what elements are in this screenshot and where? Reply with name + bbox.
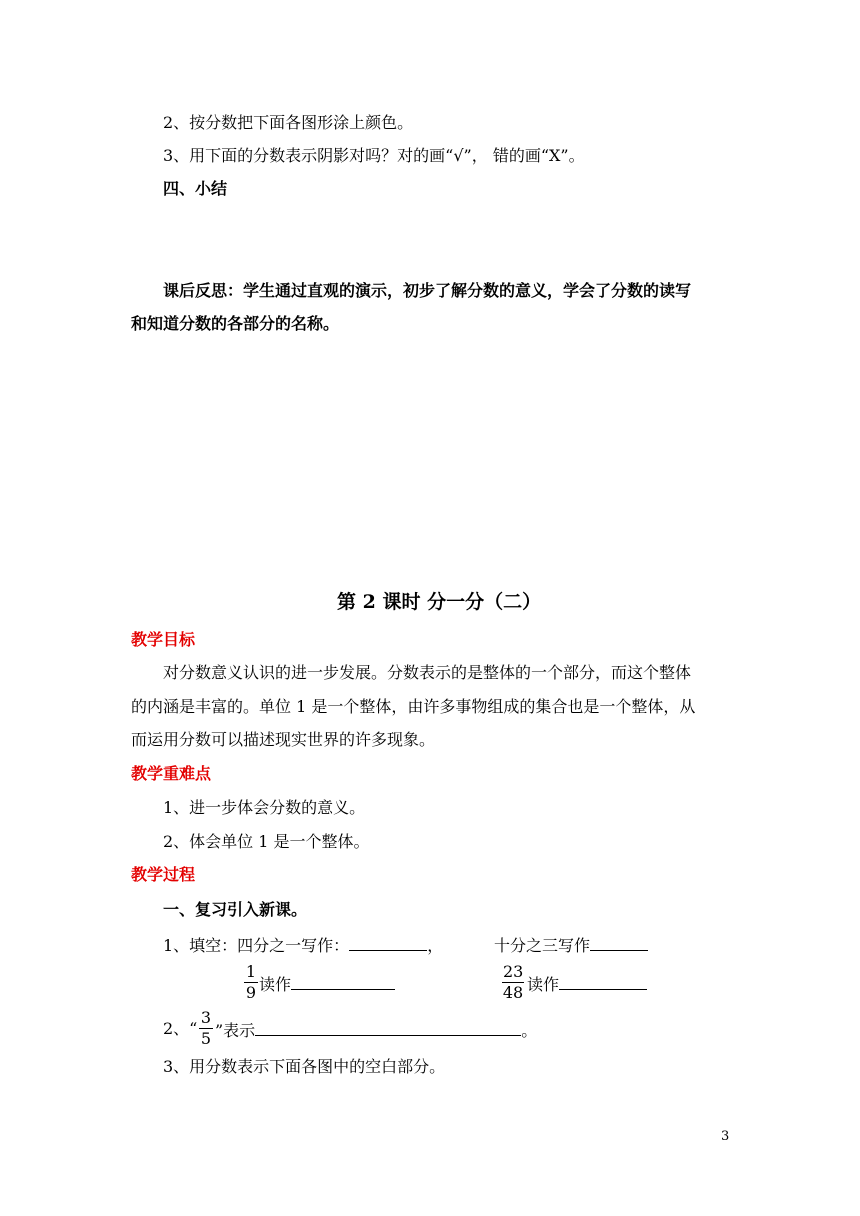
section-summary-heading: 四、小结: [163, 179, 228, 198]
goals-line-1: 对分数意义认识的进一步发展。分数表示的是整体的一个部分，而这个整体: [163, 663, 692, 682]
page-number: 3: [721, 1129, 730, 1144]
read-as-label-2: 读作: [527, 975, 560, 994]
read-as-label-1: 读作: [259, 975, 292, 994]
goals-line-2: 的内涵是丰富的。单位 1 是一个整体，由许多事物组成的集合也是一个整体，从: [131, 697, 696, 716]
blank-quarter[interactable]: [349, 932, 427, 951]
q2-mid: ”表示: [215, 1021, 256, 1040]
q2-meaning-row: [215, 1017, 537, 1043]
q2-prefix: 2、“: [163, 1019, 198, 1038]
blank-read-one-ninth[interactable]: [291, 971, 395, 990]
key-point-1: 1、进一步体会分数的意义。: [163, 798, 366, 817]
blank-read-23-48[interactable]: [559, 971, 647, 990]
goals-line-3: 而运用分数可以描述现实世界的许多现象。: [131, 730, 436, 749]
process-heading: 教学过程: [131, 865, 196, 884]
item-check-shading: 3、用下面的分数表示阴影对吗？对的画“√”， 错的画“X”。: [163, 146, 585, 165]
fill-in-tenths: [494, 932, 648, 958]
key-point-2: 2、体会单位 1 是一个整体。: [163, 832, 370, 851]
fraction-23-48: $\frac{23}{48}$: [502, 962, 524, 1002]
review-heading: 一、复习引入新课。: [163, 900, 308, 919]
blank-three-fifths-meaning[interactable]: [255, 1017, 521, 1036]
key-points-heading: 教学重难点: [131, 764, 212, 783]
fraction-three-fifths: $\frac{3}{5}$: [200, 1008, 212, 1048]
fraction-one-ninth: $\frac{1}{9}$: [245, 962, 257, 1002]
lesson-title: 第 2 课时 分一分（二）: [337, 591, 542, 613]
read-as-row-2: [527, 971, 647, 997]
fill-comma: ，: [427, 936, 444, 955]
read-as-row-1: [259, 971, 395, 997]
q2-end: 。: [521, 1021, 538, 1040]
reflection-line-1: 课后反思：学生通过直观的演示，初步了解分数的意义，学会了分数的读写: [163, 281, 692, 300]
fill-label: 1、填空：四分之一写作：: [163, 936, 350, 955]
item-color-shapes: 2、按分数把下面各图形涂上颜色。: [163, 113, 414, 132]
fill-tenths-label: 十分之三写作: [494, 936, 591, 955]
blank-tenths[interactable]: [590, 932, 648, 951]
goals-heading: 教学目标: [131, 630, 196, 649]
q3-blank-parts: 3、用分数表示下面各图中的空白部分。: [163, 1057, 446, 1076]
reflection-line-2: 和知道分数的各部分的名称。: [131, 314, 340, 333]
fill-in-row-1: [163, 932, 443, 958]
